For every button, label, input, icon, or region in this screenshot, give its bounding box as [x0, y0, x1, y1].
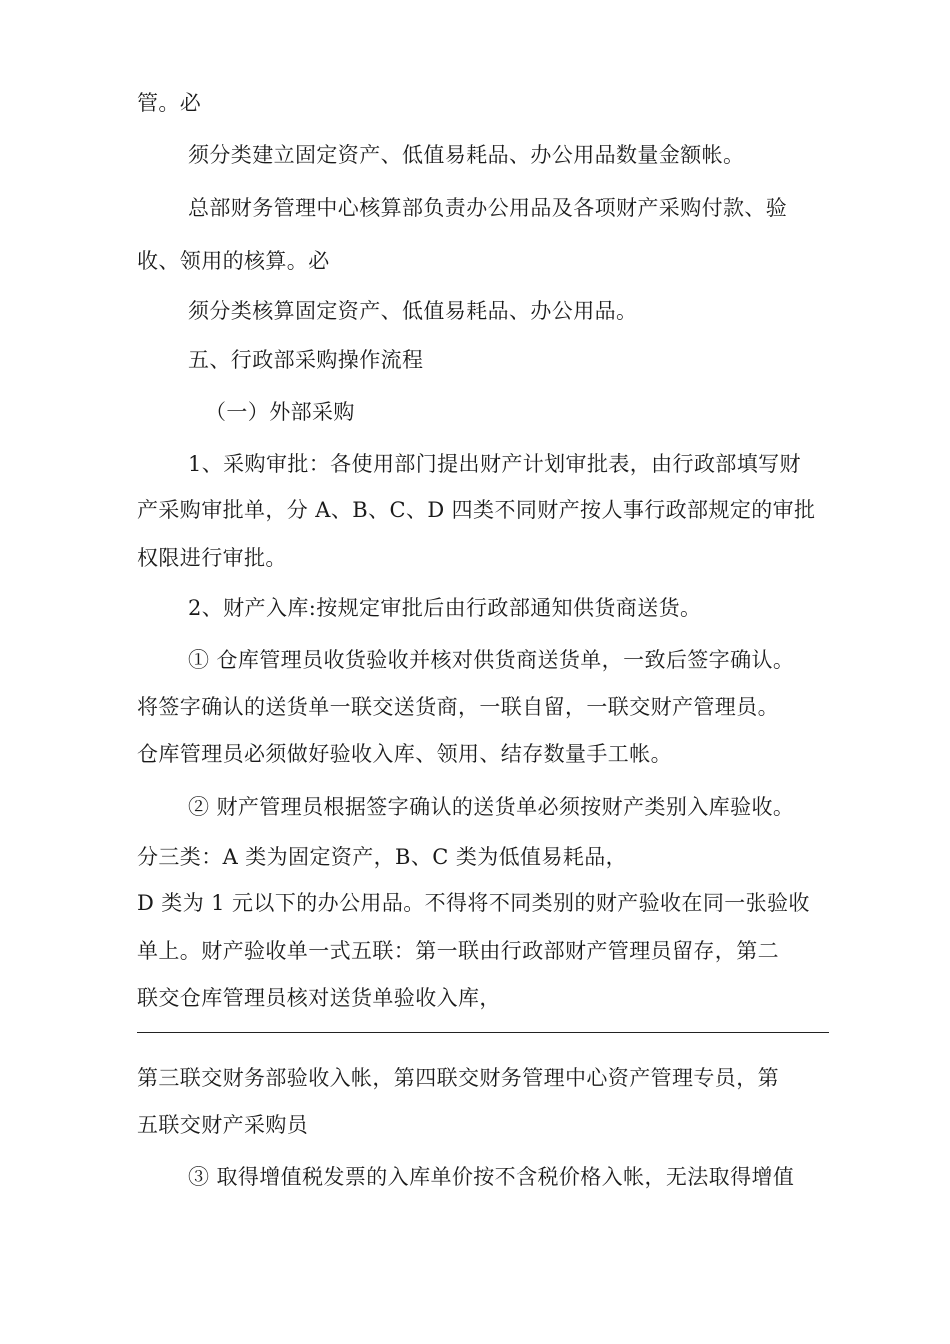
text-line: 单上。财产验收单一式五联：第一联由行政部财产管理员留存，第二: [137, 939, 779, 963]
text-line: 收、领用的核算。必: [137, 249, 330, 273]
text-line: 仓库管理员必须做好验收入库、领用、结存数量手工帐。: [137, 742, 672, 766]
text-line: 联交仓库管理员核对送货单验收入库，: [137, 986, 501, 1010]
page-divider: [137, 1032, 829, 1033]
text-line: 分三类：A 类为固定资产，B、C 类为低值易耗品，: [137, 845, 628, 869]
text-line: 总部财务管理中心核算部负责办公用品及各项财产采购付款、验: [188, 196, 788, 220]
subsection-heading: （一）外部采购: [205, 400, 355, 424]
text-line: 须分类核算固定资产、低值易耗品、办公用品。: [188, 299, 638, 323]
text-line: 1、采购审批：各使用部门提出财产计划审批表，由行政部填写财: [188, 452, 801, 476]
section-heading: 五、行政部采购操作流程: [188, 348, 424, 372]
text-line: 须分类建立固定资产、低值易耗品、办公用品数量金额帐。: [188, 143, 745, 167]
text-line: 权限进行审批。: [137, 546, 287, 570]
text-line: 将签字确认的送货单一联交送货商，一联自留，一联交财产管理员。: [137, 695, 779, 719]
text-line: 2、财产入库:按规定审批后由行政部通知供货商送货。: [188, 596, 702, 620]
text-line: ② 财产管理员根据签字确认的送货单必须按财产类别入库验收。: [188, 795, 795, 819]
text-line: ① 仓库管理员收货验收并核对供货商送货单，一致后签字确认。: [188, 648, 795, 672]
text-line: 管。必: [137, 91, 202, 115]
text-line: 五联交财产采购员: [137, 1113, 309, 1137]
text-line: ③ 取得增值税发票的入库单价按不含税价格入帐，无法取得增值: [188, 1165, 795, 1189]
text-line: D 类为 1 元以下的办公用品。不得将不同类别的财产验收在同一张验收: [137, 891, 810, 915]
text-line: 第三联交财务部验收入帐，第四联交财务管理中心资产管理专员，第: [137, 1066, 779, 1090]
text-line: 产采购审批单，分 A、B、C、D 四类不同财产按人事行政部规定的审批: [137, 498, 816, 522]
